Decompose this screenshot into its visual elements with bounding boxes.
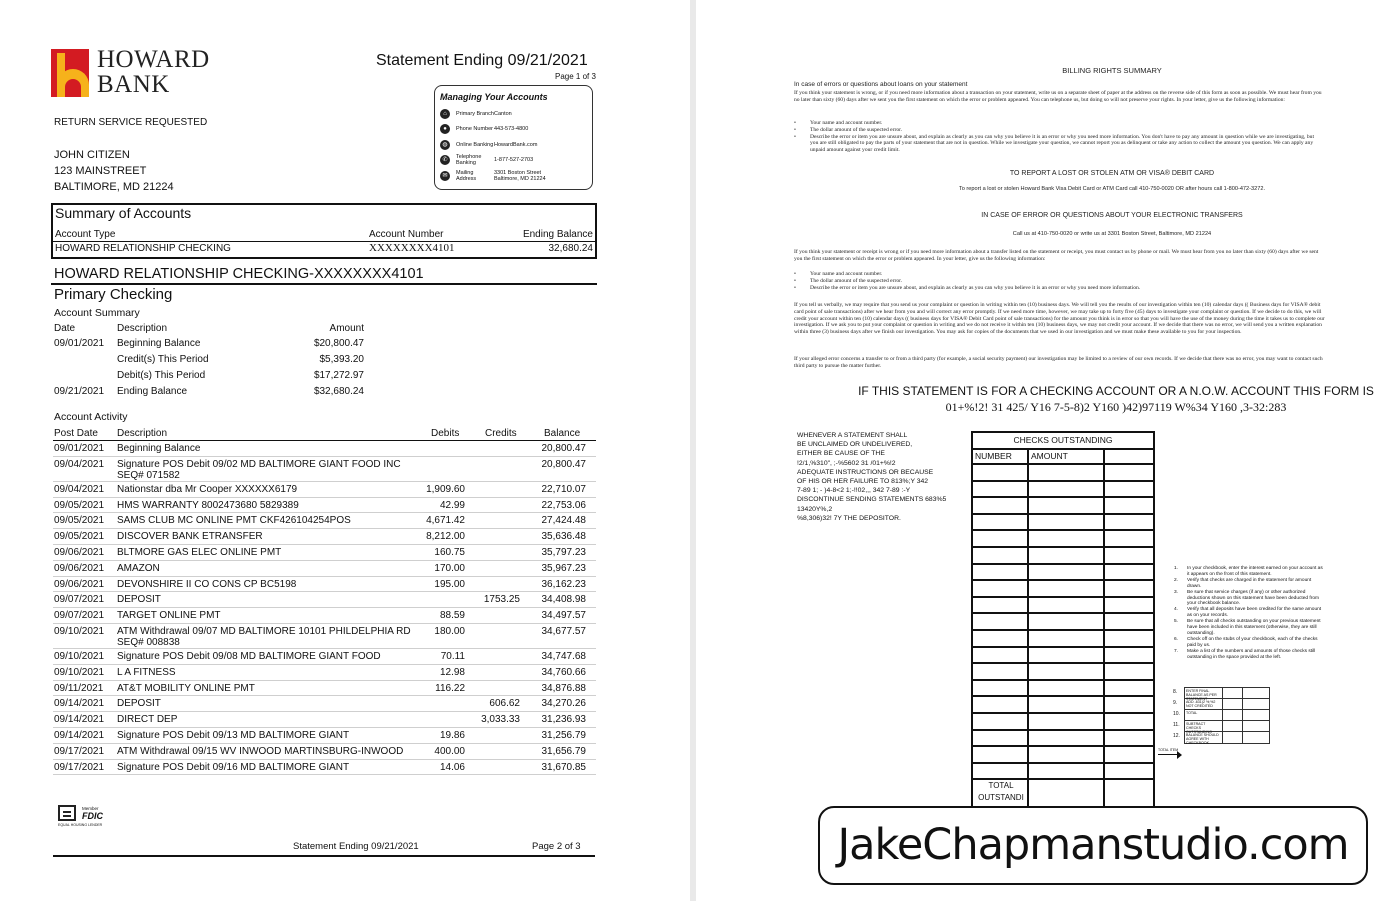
summary-title: Summary of Accounts: [55, 205, 192, 221]
check-row: [973, 531, 1153, 548]
check-row: [973, 548, 1153, 565]
summary-account-number: XXXXXXXX4101: [369, 242, 455, 254]
page-number: Page 1 of 3: [555, 72, 596, 81]
bank-icon: ⌂: [440, 109, 450, 119]
table-row: 09/04/2021 Nationstar dba Mr Cooper XXXXXX6179 1,909.60 22,710.07: [53, 482, 596, 498]
checks-outstanding-table: [971, 431, 1155, 808]
check-row: [973, 664, 1153, 681]
table-row: 09/05/2021 DISCOVER BANK ETRANSFER 8,212.00 35,636.48: [53, 529, 596, 545]
person-icon: ●: [440, 124, 450, 134]
check-row: [973, 598, 1153, 615]
loans-bullets: • Your name and account number. • The dollar amount of the suspected error. • Describe the error or item you are unsure about, and explain as clearly as you can why you believe it is an error or why you need more information. You don't have to pay any amount in question while we are investigating, but you are still obligated to pay the parts of your statement that are not in question. While we investigate your question, we cannot report you as delinquent or take any action to collect the amount you question. We can apply any unpaid amount against your credit limit.: [794, 120, 1314, 154]
check-row: [973, 515, 1153, 532]
check-row: [973, 565, 1153, 582]
step-item: 3. Be sure that service charges (if any) or other authorized deductions shown on this statement have been deducted from your checkbook balance.: [1174, 589, 1319, 607]
phone-icon: ✆: [440, 155, 450, 165]
check-row: [973, 614, 1153, 631]
eft-heading: IN CASE OF ERROR OR QUESTIONS ABOUT YOUR ELECTRONIC TRANSFERS: [981, 212, 1243, 219]
step-item: 2. Verify that checks are charged in the statement for amount drawn.: [1174, 577, 1312, 589]
return-service-label: RETURN SERVICE REQUESTED: [54, 117, 208, 128]
table-row: 09/17/2021 Signature POS Debit 09/16 MD BALTIMORE GIANT 14.06 31,670.85: [53, 760, 596, 776]
reconciliation-steps: [1174, 566, 1324, 661]
loans-heading: In case of errors or questions about loans on your statement: [794, 81, 968, 88]
summary-row: 09/01/2021 Beginning Balance $20,800.47: [54, 338, 364, 349]
eft-paragraph: If you think your statement or receipt is wrong or if you need more information about a transfer listed on the statement or receipt, you must contact us by phone or mail. We must hear from you no later than sixty (60) days after we sent you the first statement on which the error or problem appeared. In your letter, give us the following information:: [794, 249, 1319, 262]
table-row: 09/06/2021 DEVONSHIRE II CO CONS CP BC5198 195.00 36,162.23: [53, 577, 596, 593]
table-row: 09/17/2021 ATM Withdrawal 09/15 WV INWOOD MARTINSBURG-INWOOD 400.00 31,656.79: [53, 744, 596, 760]
step-item: 5. Be sure that all checks outstanding on your previous statement have been included in this statement (otherwise, they are still outstanding).: [1174, 619, 1321, 636]
activity-header: Post Date Description Debits Credits Balance: [54, 428, 581, 439]
table-row: 09/10/2021 ATM Withdrawal 09/07 MD BALTIMORE 10101 PHILDELPHIA RD SEQ# 008838 180.00 34,677.57: [53, 624, 596, 649]
checking-heading: IF THIS STATEMENT IS FOR A CHECKING ACCOUNT OR A N.O.W. ACCOUNT THIS FORM IS: [858, 384, 1374, 398]
summary-col-type: Account Type: [55, 229, 116, 240]
eft-paragraph-2: If you tell us verbally, we may require that you send us your complaint or question in writing within ten (10) business days. We will tell you the results of our investigation within ten (10) calendar days (( Business days for VISA® debit card point of sale transactions) after we hear from you and will correct any error promptly. If we need more time, however, we may take up to forty five (45) days to investigate your complaint or question. If we decide to do this, we will credit your account within ten (10) calendar days (( business days for VISA® Debit Card point of sale transactions) for the amount you think is in error so that you will have the use of the money during the time it takes us to complete our investigation. If we ask you to put your complaint or question in writing and we do not receive it within ten (10) business days, we may not credit your account. If we decide that there was no error, we will send you a written explanation within three (3) business days after we finish our investigation. You may ask for copies of the documents that we used in our investigation and we must make these available to you for your inspection.: [794, 302, 1325, 336]
fdic-logo: Member FDIC EQUAL HOUSING LENDER: [58, 806, 103, 827]
summary-col-balance: Ending Balance: [522, 229, 593, 240]
check-row: [973, 581, 1153, 598]
summary-row: Debit(s) This Period $17,272.97: [117, 370, 364, 381]
check-row: [973, 631, 1153, 648]
globe-icon: ◍: [440, 140, 450, 150]
table-row: 09/06/2021 BLTMORE GAS ELEC ONLINE PMT 160.75 35,797.23: [53, 545, 596, 561]
manage-row-branch: ⌂ Primary Branch Canton: [440, 106, 586, 122]
arrow-label: TOTAL ITEM: [1158, 748, 1179, 752]
check-row: [973, 648, 1153, 665]
watermark-banner: JakeChapmanstudio.com: [818, 806, 1368, 885]
table-row: 09/05/2021 HMS WARRANTY 8002473680 5829389 42.99 22,753.06: [53, 498, 596, 514]
account-summary-label: Account Summary: [54, 307, 140, 319]
summary-account-type: HOWARD RELATIONSHIP CHECKING: [55, 243, 231, 254]
customer-address: [54, 147, 174, 195]
customer-city: BALTIMORE, MD 21224: [54, 181, 174, 193]
account-subtitle: Primary Checking: [54, 286, 173, 303]
statement-page-left: [0, 0, 690, 901]
check-row: [973, 681, 1153, 698]
table-row: 09/11/2021 AT&T MOBILITY ONLINE PMT 116.22 34,876.88: [53, 681, 596, 697]
summary-row: Credit(s) This Period $5,393.20: [117, 354, 364, 365]
mail-icon: ✉: [440, 171, 450, 181]
step-item: 4. Verify that all deposits have been credited for the same amount as on your records.: [1174, 607, 1322, 619]
table-row: 09/14/2021 DEPOSIT 606.62 34,270.26: [53, 696, 596, 712]
table-row: 09/10/2021 Signature POS Debit 09/08 MD BALTIMORE GIANT FOOD 70.11 34,747.68: [53, 649, 596, 665]
check-row: [973, 482, 1153, 499]
arrow-right-icon: [1158, 753, 1182, 757]
checks-outstanding-header: NUMBER AMOUNT: [973, 450, 1153, 465]
check-row: [973, 714, 1153, 731]
table-row: 09/07/2021 TARGET ONLINE PMT 88.59 34,497.57: [53, 608, 596, 624]
summary-row: 09/21/2021 Ending Balance $32,680.24: [54, 386, 364, 397]
checking-heading-line2: 01+%!2! 31 425/ Y16 7-5-8)2 Y160 )42)97119 W%34 Y160 ,3-32:283: [945, 400, 1287, 414]
table-row: 09/04/2021 Signature POS Debit 09/02 MD BALTIMORE GIANT FOOD INC SEQ# 071582 20,800.47: [53, 457, 596, 482]
bank-name: HOWARD BANK: [97, 46, 210, 98]
eft-contact: Call us at 410-750-0020 or write us at 3301 Boston Street, Baltimore, MD 21224: [1012, 231, 1212, 237]
check-row: [973, 465, 1153, 482]
lost-card-text: To report a lost or stolen Howard Bank Visa Debit Card or ATM Card call 410-750-0020 OR after hours call 1-800-472-3272.: [958, 186, 1266, 192]
check-row: [973, 747, 1153, 764]
howard-bank-logo: [51, 47, 241, 101]
managing-accounts-box: [434, 85, 593, 190]
account-summary-header: Date Description Amount: [54, 323, 364, 334]
manage-row-telephone: ✆ Telephone Banking 1-877-527-2703: [440, 153, 586, 169]
eft-bullets: • Your name and account number. • The dollar amount of the suspected error. • Describe the error or item you are unsure about, and explain as clearly as you can why you believe it is an error or why you need more information.: [794, 271, 1141, 291]
unclaimed-statement-notice: WHENEVER A STATEMENT SHALL BE UNCLAIMED OR UNDELIVERED, EITHER BE CAUSE OF THE !2/1,%310", ;-%5602 31 /01+%!2 ADEQUATE INSTRUCTIONS OR BECAUSE OF HIS OR HER FAILURE TO 813%;Y 342 7-89 1; - )4-8<2 1;-!!02,,, 342 7-89 :-Y DISCONTINUE SENDING STATEMENTS 683%5 13420Y%,2 %8,306)32! 7Y THE DEPOSITOR.: [797, 432, 947, 522]
table-row: 09/01/2021 Beginning Balance 20,800.47: [53, 441, 596, 457]
loans-paragraph: If you think your statement is wrong, or if you need more information about a transaction on your statement, write us on a separate sheet of paper at the address on the reverse side of this form as soon as possible. We must hear from you no later than sixty (60) days after we sent you the first statement on which the error or problem appeared. You can telephone us, but doing so will not preserve your rights. In your letter, give us the following information:: [794, 90, 1322, 103]
footer-page: Page 2 of 3: [532, 841, 581, 852]
footer-statement: Statement Ending 09/21/2021: [293, 841, 419, 852]
managing-accounts-title: Managing Your Accounts: [440, 92, 548, 102]
summary-col-number: Account Number: [369, 229, 444, 240]
check-row: [973, 731, 1153, 748]
table-row: 09/06/2021 AMAZON 170.00 35,967.23: [53, 561, 596, 577]
lost-card-heading: TO REPORT A LOST OR STOLEN ATM OR VISA® DEBIT CARD: [1009, 170, 1215, 177]
table-row: 09/05/2021 SAMS CLUB MC ONLINE PMT CKF426104254POS 4,671.42 27,424.48: [53, 513, 596, 529]
summary-ending-balance: 32,680.24: [548, 243, 593, 254]
step-item: 7. Make a list of the numbers and amounts of those checks still outstanding in the space provided at the left.: [1174, 648, 1316, 660]
check-row: [973, 498, 1153, 515]
eft-paragraph-3: If your alleged error concerns a transfer to or from a third party (for example, a social security payment) our investigation may be limited to a review of our own records. If we decide that there was no error, you may want to contact such third party to pursue the matter further.: [794, 356, 1323, 369]
table-row: 09/07/2021 DEPOSIT 1753.25 34,408.98: [53, 592, 596, 608]
bank-logo-icon: [51, 49, 89, 97]
equal-housing-icon: [58, 805, 76, 821]
statement-title: Statement Ending 09/21/2021: [376, 52, 588, 69]
manage-row-mailing: ✉ Mailing Address 3301 Boston Street Baltimore, MD 21224: [440, 168, 586, 184]
step-item: 6. Check off on the stubs of your checkbook, each of the checks paid by us.: [1174, 636, 1318, 648]
manage-row-online: ◍ Online Banking HowardBank.com: [440, 137, 586, 153]
check-row: [973, 764, 1153, 781]
checks-total-row: TOTAL OUTSTANDI: [973, 780, 1153, 806]
check-row: [973, 697, 1153, 714]
account-section-title: HOWARD RELATIONSHIP CHECKING-XXXXXXXX4101: [54, 266, 424, 282]
step-item: 1. In your checkbook, enter the interest earned on your account as it appears on the front of this statement.: [1174, 566, 1323, 577]
customer-name: JOHN CITIZEN: [54, 149, 130, 161]
balance-calculation-box: ENTER FINAL BALANCE AS PER STATEMENT ADD -631)2 %;%2 NOT CREDITED TOTAL SUBTRACT CHECKS OUTSTANDING BALANCE SHOULD AGREE WITH CHECKBOOK: [1184, 687, 1270, 744]
summary-of-accounts: [51, 203, 597, 259]
customer-street: 123 MAINSTREET: [54, 165, 147, 177]
manage-row-phone: ● Phone Number 443-573-4800: [440, 122, 586, 138]
checks-outstanding-title: CHECKS OUTSTANDING: [973, 433, 1153, 450]
account-activity-label: Account Activity: [54, 411, 128, 423]
calc-step-numbers: 8. 9. 10. 11. 12.: [1173, 689, 1180, 739]
table-row: 09/10/2021 L A FITNESS 12.98 34,760.66: [53, 665, 596, 681]
table-row: 09/14/2021 DIRECT DEP 3,033.33 31,236.93: [53, 712, 596, 728]
statement-page-right: [696, 0, 1384, 901]
billing-rights-title: BILLING RIGHTS SUMMARY: [1062, 66, 1162, 75]
table-row: 09/14/2021 Signature POS Debit 09/13 MD BALTIMORE GIANT 19.86 31,256.79: [53, 728, 596, 744]
